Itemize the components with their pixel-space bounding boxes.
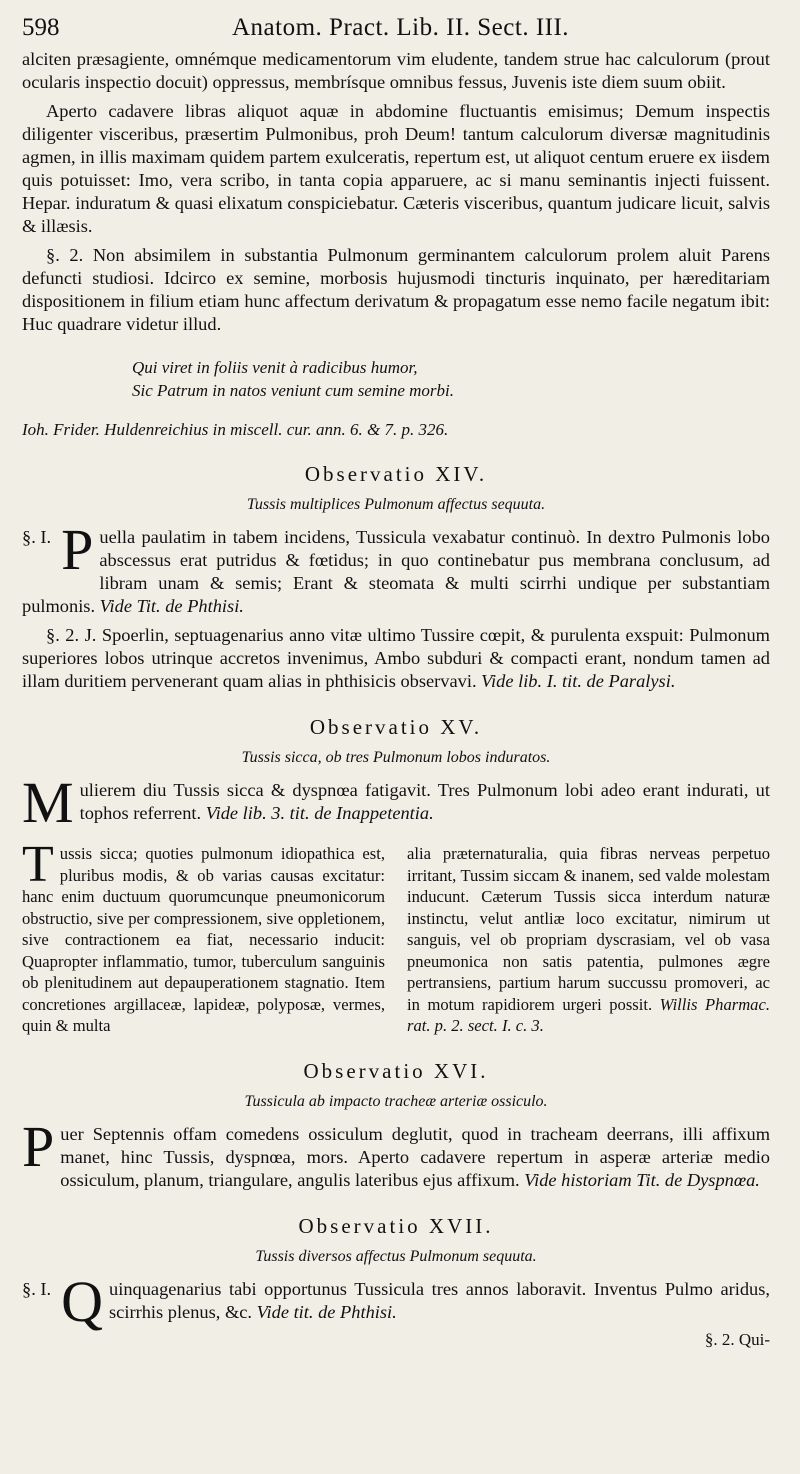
observation-14-title: Observatio XIV. [304, 462, 488, 486]
page-header [22, 14, 770, 48]
observation-15-subtitle: Tussis sicca, ob tres Pulmonum lobos induratos. [241, 749, 551, 766]
observation-17-title: Observatio XVII. [298, 1213, 494, 1238]
drop-cap: T [22, 836, 54, 893]
catchword-line [22, 1324, 770, 1350]
drop-cap: P [22, 1113, 55, 1179]
running-title: Anatom. Pract. Lib. II. Sect. III. [232, 14, 570, 41]
scholion-columns [22, 836, 770, 1037]
section-mark: §. I. [22, 1278, 52, 1299]
cross-reference: Vide lib. 3. tit. de Inappetentia. [205, 803, 434, 823]
section-text: §. 2. J. Spoerlin, septuagenarius anno vitæ ultimo Tussire cœpit, & purulenta exspuit: Pulmonum superiores lobos utrinque accretos invenimus, Ambo subduri & compacti erant, nondum tamen ad illam duritiem pervenerant quam alias in phthisicis observavi. [22, 625, 770, 691]
scholion-right-column [407, 843, 770, 1037]
observation-15-title: Observatio XV. [309, 715, 483, 739]
observation-14-section-1 [22, 517, 770, 618]
observation-16-subtitle: Tussicula ab impacto tracheæ arteriæ ossiculo. [244, 1092, 548, 1110]
section-text: uella paulatim in tabem incidens, Tussicula vexabatur continuò. In dextro Pulmonis lobo abscessus erat putridus & fœtidus; in quo continebatur pus membrana conclusum, ad libram unam & semis; Erant & steomata & multi scirrhi undique per substantiam pulmonis. [22, 527, 770, 616]
section-text: ulierem diu Tussis sicca & dyspnœa fatigavit. Tres Pulmonum lobi adeo erant indurati, ut tophos referrent. [79, 780, 770, 823]
section-text: uer Septennis offam comedens ossiculum deglutit, quod in tracheam deerrans, illi affixum manet, hinc Tussis, dyspnœa, mors. Aperto cadavere repertum in asperæ arteriæ medio ossiculum, planum, triangulare, angulis lateribus ejus affixum. [60, 1123, 770, 1190]
observation-16-text [22, 1113, 770, 1192]
observation-17-subtitle: Tussis diversos affectus Pulmonum sequuta. [255, 1247, 537, 1265]
cross-reference: Vide historiam Tit. de Dyspnœa. [524, 1169, 760, 1190]
drop-cap: P [61, 517, 94, 582]
scholion-left-column [22, 836, 385, 1037]
section-mark: §. I. [22, 527, 52, 547]
observation-16-title: Observatio XVI. [303, 1058, 489, 1083]
observation-17-section-1 [22, 1268, 770, 1334]
cross-reference: Vide Tit. de Phthisi. [99, 596, 244, 616]
observation-14-subtitle: Tussis multiplices Pulmonum affectus sequuta. [246, 496, 546, 513]
intro-paragraph-2: Aperto cadavere libras aliquot aquæ in abdomine fluctuantis emisimus; Demum inspectis diligenter visceribus, præsertim Pulmonibus, proh Deum! tantum calculorum diversæ magnitudinis agmen, in illis maximam quidem partem exulceratis, repertum est, ut aliquot centum eruere ex iisdem quis potuisset: Imo, vera scribo, in tanta copia apparuere, ac si manu seminantis injecti fuissent. Hepar. induratum & quasi elixatum conspiciebatur. Cæteris visceribus, quantum judicare licuit, salvis & illæsis. [22, 101, 770, 236]
cross-reference: Vide tit. de Phthisi. [256, 1301, 397, 1322]
cross-reference: Vide lib. I. tit. de Paralysi. [481, 671, 676, 691]
catchword: §. 2. Qui- [704, 1329, 770, 1349]
book-page [22, 14, 770, 1350]
verse [132, 356, 770, 402]
observation-15-text [22, 770, 770, 835]
verse-line-2: Sic Patrum in natos veniunt cum semine morbi. [132, 381, 455, 400]
intro-paragraph-3: §. 2. Non absimilem in substantia Pulmonum germinantem calculorum prolem aluit Parens defuncti studiosi. Idcirco ex semine, morbosis hujusmodi tincturis inquinato, per hæreditariam dispositionem in filium etiam hunc affectum derivatum & propagatum esse nemo facile negatum ibit: Huc quadrare videtur illud. [22, 245, 770, 334]
observation-14-section-2 [22, 624, 770, 693]
scholion-left-text: ussis sicca; quoties pulmonum idiopathica est, pluribus modis, & ob varias causas excitatur: hanc enim ductuum quorumcunque pneumonicorum obstructio, sive per compressionem, sive oppletionem, sive contractionem ea fiat, necessario inducit: Quapropter inflammatio, tumor, tuberculum sanguinis ob plenitudinem aut depauperationem stagnatio. Item concretiones argillaceæ, lapideæ, polyposæ, vermes, quin & multa [22, 844, 385, 1035]
drop-cap: M [22, 770, 74, 835]
citation: Ioh. Frider. Huldenreichius in miscell. cur. ann. 6. & 7. p. 326. [22, 420, 449, 439]
page-number: 598 [22, 14, 60, 41]
drop-cap: Q [61, 1268, 104, 1334]
verse-line-1: Qui viret in foliis venit à radicibus humor, [132, 358, 418, 377]
scholion-right-text: alia præternaturalia, quia fibras nerveas perpetuo irritant, Tussim siccam & inanem, sed valde molestam inducunt. Cæterum Tussis sicca interdum naturæ instinctu, velut antliæ loco excitatur, nimirum ut sanguis, vel ob propriam dyscrasiam, vel ob vasa pneumonica non satis patentia, pulmones ægre pertransiens, partium harum succussu promoveri, ac in motum rapidiorem urgeri possit. [407, 844, 770, 1014]
section-text: uinquagenarius tabi opportunus Tussicula tres annos laboravit. Inventus Pulmo aridus, scirrhis plenus, &c. [109, 1278, 770, 1322]
cross-reference: Willis Pharmac. rat. p. 2. sect. I. c. 3. [407, 994, 770, 1035]
intro-paragraph-1: alciten præsagiente, omnémque medicamentorum vim eludente, tandem strue hac calculorum (prout ocularis inspectio docuit) oppressus, membrísque omnibus fessus, Juvenis iste diem suum obiit. [22, 49, 770, 92]
